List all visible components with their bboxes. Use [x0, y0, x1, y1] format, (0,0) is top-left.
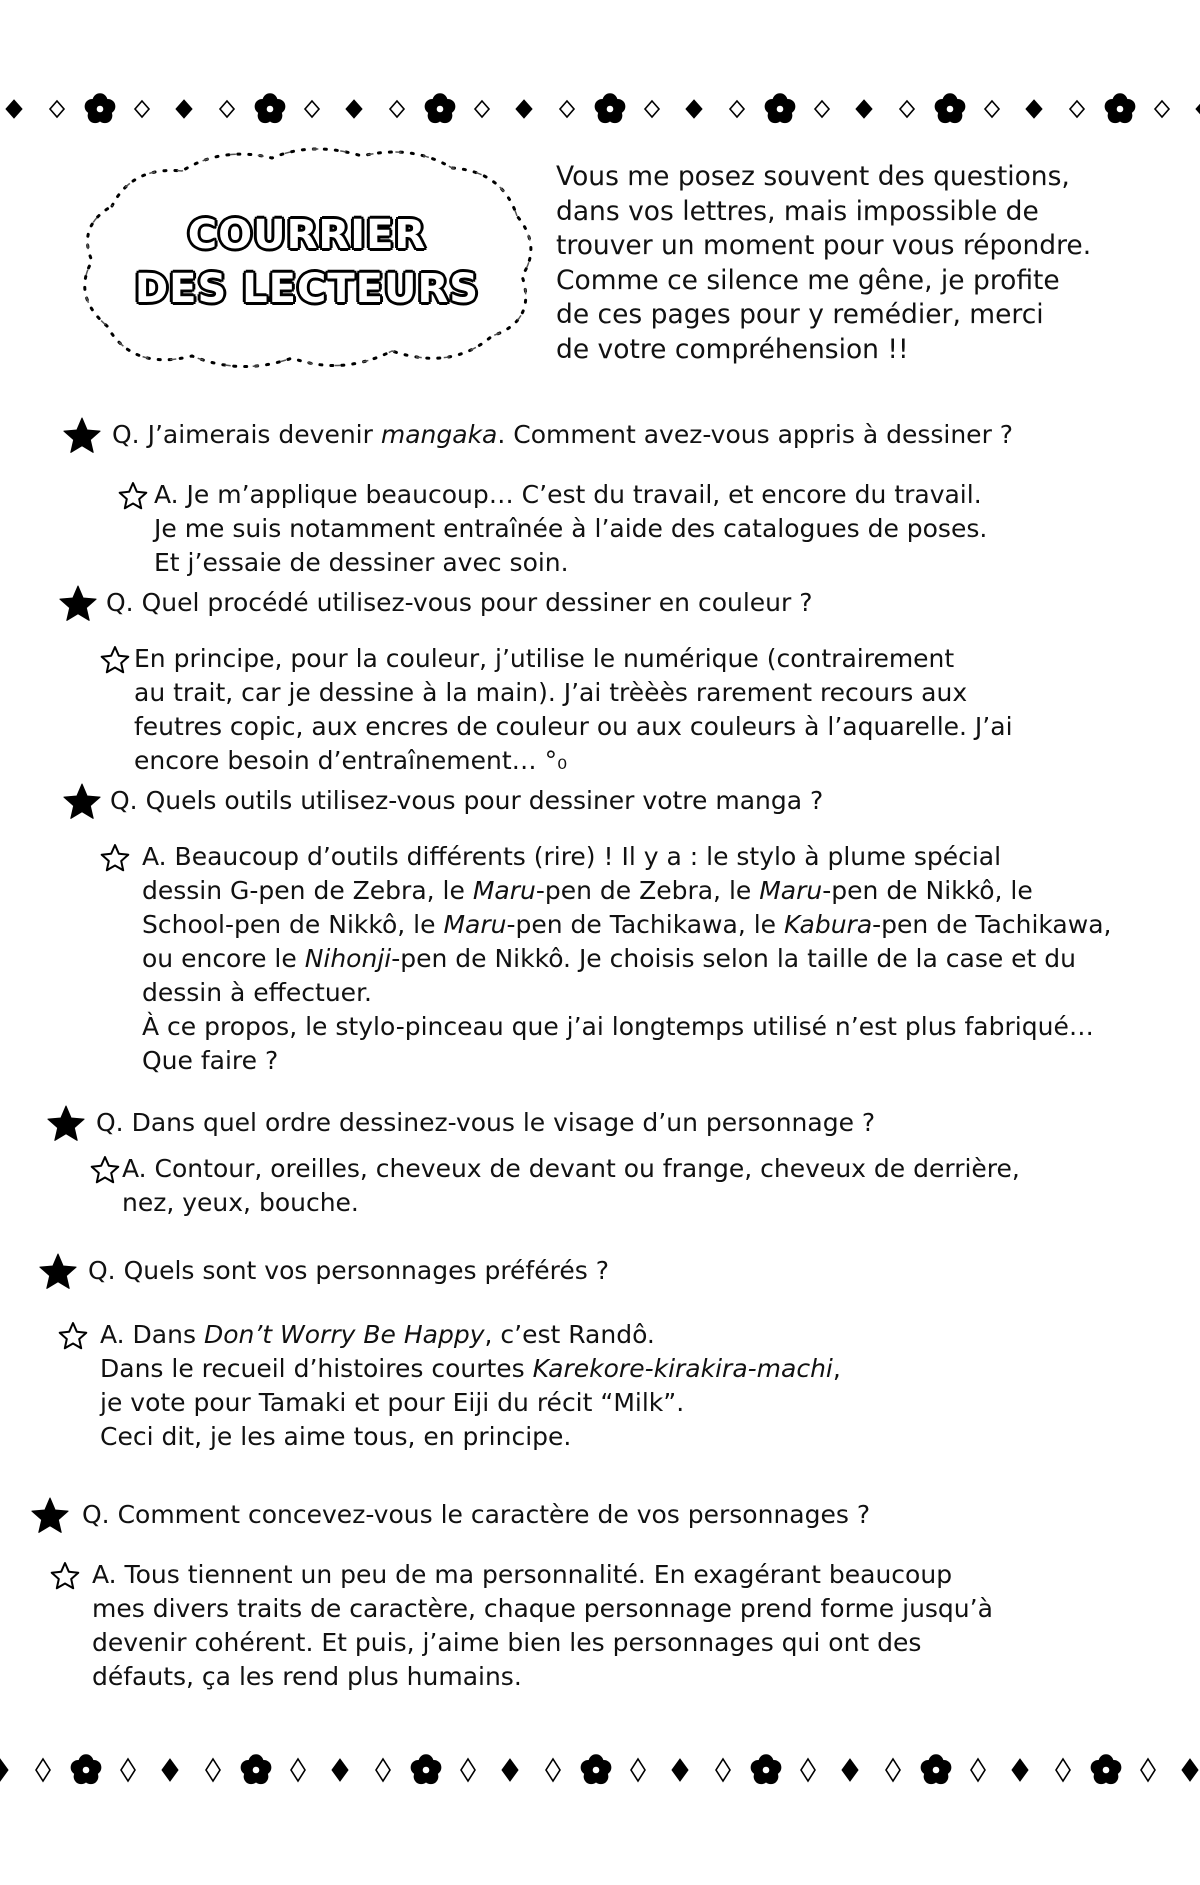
text-segment: dessin à effectuer.: [142, 978, 372, 1007]
flower-icon: [411, 1754, 442, 1784]
text-segment: A. Dans: [100, 1320, 204, 1349]
flower-icon: [85, 93, 116, 123]
outline-diamond-icon: [971, 1759, 985, 1781]
text-segment: Que faire ?: [142, 1046, 279, 1075]
flower-icon: [1105, 93, 1136, 123]
answer-row: [50, 1558, 993, 1694]
filled-diamond-icon: [516, 100, 532, 118]
question-row: [58, 586, 1013, 620]
text-segment: A. Je m’applique beaucoup… C’est du travail, et encore du travail.: [154, 480, 982, 509]
outline-diamond-icon: [121, 1759, 135, 1781]
question-row: [38, 1254, 841, 1288]
question-text: [112, 418, 1013, 452]
outline-diamond-icon: [985, 101, 999, 117]
answer-line: [92, 1660, 993, 1694]
answer-text: [100, 1318, 841, 1454]
question-text: [110, 784, 1111, 818]
flower-icon: [425, 93, 456, 123]
text-segment: À ce propos, le stylo-pinceau que j’ai longtemps utilisé n’est plus fabriqué…: [142, 1012, 1094, 1041]
answer-line: [100, 1318, 841, 1352]
flower-icon: [765, 93, 796, 123]
filled-star-icon: [62, 414, 102, 458]
answer-line: [154, 546, 1013, 580]
answer-line: [100, 1352, 841, 1386]
text-segment: School-pen de Nikkô, le: [142, 910, 444, 939]
qa-block: [58, 586, 1013, 778]
answer-row: [100, 840, 1111, 1078]
qa-block: [46, 1106, 1020, 1220]
outline-diamond-icon: [730, 101, 744, 117]
qa-block: [30, 1498, 993, 1694]
text-segment: défauts, ça les rend plus humains.: [92, 1662, 522, 1691]
outline-diamond-icon: [1141, 1759, 1155, 1781]
answer-line: [122, 1186, 1020, 1220]
text-segment: A. Beaucoup d’outils différents (rire) ! Il y a : le stylo à plume spécial: [142, 842, 1002, 871]
answer-line: [92, 1626, 993, 1660]
outline-diamond-icon: [1056, 1759, 1070, 1781]
outline-diamond-icon: [801, 1759, 815, 1781]
title-badge: [72, 146, 542, 376]
filled-star-icon: [62, 780, 102, 824]
flower-icon: [751, 1754, 782, 1784]
flower-icon: [595, 93, 626, 123]
outline-diamond-icon: [886, 1759, 900, 1781]
outline-diamond-icon: [716, 1759, 730, 1781]
flower-icon: [255, 93, 286, 123]
answer-line: [100, 1420, 841, 1454]
flower-icon: [935, 93, 966, 123]
answer-text: [142, 840, 1111, 1078]
outline-diamond-icon: [135, 101, 149, 117]
border-pattern: [0, 84, 1200, 134]
answer-line: [142, 942, 1111, 976]
answer-row: [118, 478, 1013, 580]
answer-text: [134, 642, 1013, 778]
question-text: [82, 1498, 993, 1532]
intro-paragraph: [556, 160, 1156, 367]
filled-diamond-icon: [686, 100, 702, 118]
text-segment: -pen de Nikkô. Je choisis selon la taille de la case et du: [391, 944, 1077, 973]
italic-title-text: Maru: [759, 876, 823, 905]
text-segment: encore besoin d’entraînement… °₀: [134, 746, 568, 775]
outline-diamond-icon: [390, 101, 404, 117]
qa-block: [38, 1254, 841, 1454]
italic-title-text: Karekore-kirakira-machi: [532, 1354, 833, 1383]
text-segment: Ceci dit, je les aime tous, en principe.: [100, 1422, 572, 1451]
question-row: [62, 418, 1013, 452]
filled-diamond-icon: [0, 1759, 8, 1781]
flower-icon: [581, 1754, 612, 1784]
text-segment: devenir cohérent. Et puis, j’aime bien les personnages qui ont des: [92, 1628, 922, 1657]
text-segment: Q. J’aimerais devenir: [112, 420, 381, 449]
filled-diamond-icon: [1026, 100, 1042, 118]
outline-diamond-icon: [220, 101, 234, 117]
italic-title-text: Nihonji: [304, 944, 392, 973]
outline-diamond-icon: [475, 101, 489, 117]
question-text: [88, 1254, 841, 1288]
outline-diamond-icon: [291, 1759, 305, 1781]
text-segment: mes divers traits de caractère, chaque personnage prend forme jusqu’à: [92, 1594, 993, 1623]
text-segment: . Comment avez-vous appris à dessiner ?: [497, 420, 1014, 449]
border-pattern: [0, 1745, 1200, 1795]
answer-line: [142, 1044, 1111, 1078]
decorative-border-top: [0, 84, 1200, 134]
filled-diamond-icon: [1182, 1759, 1198, 1781]
answer-text: [154, 478, 1013, 580]
question-text: [96, 1106, 1020, 1140]
text-segment: ,: [832, 1354, 841, 1383]
answer-line: [134, 744, 1013, 778]
italic-title-text: mangaka: [380, 420, 498, 449]
answer-line: [134, 710, 1013, 744]
title-line-2: DES LECTEURS: [134, 266, 480, 312]
filled-diamond-icon: [176, 100, 192, 118]
outline-star-icon: [100, 840, 130, 876]
outline-diamond-icon: [305, 101, 319, 117]
text-segment: Q. Quels sont vos personnages préférés ?: [88, 1256, 609, 1285]
answer-line: [122, 1152, 1020, 1186]
question-row: [30, 1498, 993, 1532]
filled-diamond-icon: [1012, 1759, 1028, 1781]
filled-diamond-icon: [842, 1759, 858, 1781]
outline-diamond-icon: [1155, 101, 1169, 117]
text-segment: -pen de Nikkô, le: [822, 876, 1033, 905]
filled-diamond-icon: [6, 100, 22, 118]
text-segment: Q. Dans quel ordre dessinez-vous le visage d’un personnage ?: [96, 1108, 876, 1137]
answer-line: [92, 1592, 993, 1626]
outline-star-icon: [100, 642, 130, 678]
filled-diamond-icon: [502, 1759, 518, 1781]
text-segment: Dans le recueil d’histoires courtes: [100, 1354, 533, 1383]
outline-diamond-icon: [900, 101, 914, 117]
text-segment: Et j’essaie de dessiner avec soin.: [154, 548, 569, 577]
outline-diamond-icon: [376, 1759, 390, 1781]
answer-line: [154, 478, 1013, 512]
text-segment: Q. Comment concevez-vous le caractère de vos personnages ?: [82, 1500, 871, 1529]
answer-line: [154, 512, 1013, 546]
outline-diamond-icon: [631, 1759, 645, 1781]
filled-diamond-icon: [332, 1759, 348, 1781]
outline-star-icon: [58, 1318, 88, 1354]
text-segment: ou encore le: [142, 944, 305, 973]
text-segment: dessin G-pen de Zebra, le: [142, 876, 473, 905]
intro-line: de votre compréhension !!: [556, 333, 909, 365]
outline-diamond-icon: [815, 101, 829, 117]
answer-line: [142, 908, 1111, 942]
qa-block: [62, 418, 1013, 580]
text-segment: -pen de Tachikawa,: [872, 910, 1112, 939]
text-segment: Q. Quel procédé utilisez-vous pour dessiner en couleur ?: [106, 588, 813, 617]
intro-line: de ces pages pour y remédier, merci: [556, 299, 1044, 330]
text-segment: -pen de Zebra, le: [535, 876, 760, 905]
intro-line: dans vos lettres, mais impossible de: [556, 195, 1039, 227]
filled-diamond-icon: [672, 1759, 688, 1781]
flower-icon: [241, 1754, 272, 1784]
outline-star-icon: [50, 1558, 80, 1594]
filled-diamond-icon: [1196, 100, 1200, 118]
filled-star-icon: [58, 582, 98, 626]
filled-diamond-icon: [346, 100, 362, 118]
answer-row: [90, 1152, 1020, 1220]
flower-icon: [921, 1754, 952, 1784]
outline-diamond-icon: [560, 101, 574, 117]
outline-diamond-icon: [36, 1759, 50, 1781]
answer-text: [122, 1152, 1020, 1220]
answer-line: [134, 642, 1013, 676]
outline-star-icon: [90, 1152, 120, 1188]
decorative-border-bottom: [0, 1745, 1200, 1795]
answer-text: [92, 1558, 993, 1694]
filled-star-icon: [38, 1250, 78, 1294]
text-segment: je vote pour Tamaki et pour Eiji du récit “Milk”.: [100, 1388, 685, 1417]
answer-line: [92, 1558, 993, 1592]
intro-line: Vous me posez souvent des questions,: [556, 161, 1070, 192]
italic-title-text: Maru: [472, 876, 536, 905]
text-segment: A. Contour, oreilles, cheveux de devant ou frange, cheveux de derrière,: [122, 1154, 1020, 1183]
filled-diamond-icon: [856, 100, 872, 118]
text-segment: , c’est Randô.: [484, 1320, 655, 1349]
outline-diamond-icon: [461, 1759, 475, 1781]
question-row: [46, 1106, 1020, 1140]
italic-title-text: Maru: [443, 910, 507, 939]
outline-diamond-icon: [50, 101, 64, 117]
text-segment: Je me suis notamment entraînée à l’aide des catalogues de poses.: [154, 514, 988, 543]
text-segment: feutres copic, aux encres de couleur ou aux couleurs à l’aquarelle. J’ai: [134, 712, 1013, 741]
title-line-1: COURRIER: [187, 212, 427, 258]
outline-diamond-icon: [645, 101, 659, 117]
answer-line: [134, 676, 1013, 710]
intro-line: Comme ce silence me gêne, je profite: [556, 264, 1060, 296]
answer-line: [142, 874, 1111, 908]
intro-line: trouver un moment pour vous répondre.: [556, 230, 1092, 261]
filled-star-icon: [46, 1102, 86, 1146]
italic-title-text: Kabura: [784, 910, 873, 939]
filled-star-icon: [30, 1494, 70, 1538]
outline-diamond-icon: [1070, 101, 1084, 117]
text-segment: A. Tous tiennent un peu de ma personnalité. En exagérant beaucoup: [92, 1560, 953, 1589]
text-segment: nez, yeux, bouche.: [122, 1188, 359, 1217]
outline-diamond-icon: [206, 1759, 220, 1781]
text-segment: En principe, pour la couleur, j’utilise le numérique (contrairement: [134, 644, 955, 673]
answer-line: [142, 1010, 1111, 1044]
qa-block: [62, 784, 1111, 1078]
answer-row: [58, 1318, 841, 1454]
flower-icon: [71, 1754, 102, 1784]
outline-diamond-icon: [546, 1759, 560, 1781]
question-text: [106, 586, 1013, 620]
answer-row: [100, 642, 1013, 778]
italic-title-text: Don’t Worry Be Happy: [203, 1320, 485, 1349]
flower-icon: [1091, 1754, 1122, 1784]
text-segment: -pen de Tachikawa, le: [506, 910, 784, 939]
answer-line: [142, 976, 1111, 1010]
filled-diamond-icon: [162, 1759, 178, 1781]
page-title: [72, 208, 542, 316]
text-segment: au trait, car je dessine à la main). J’ai trèèès rarement recours aux: [134, 678, 968, 707]
answer-line: [100, 1386, 841, 1420]
answer-line: [142, 840, 1111, 874]
outline-star-icon: [118, 478, 148, 514]
text-segment: Q. Quels outils utilisez-vous pour dessiner votre manga ?: [110, 786, 824, 815]
question-row: [62, 784, 1111, 818]
